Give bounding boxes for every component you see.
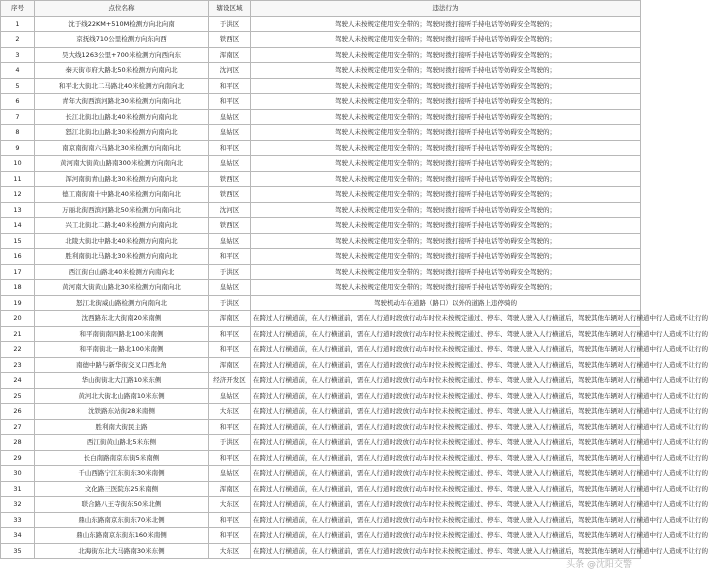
cell-district: 皇姑区 <box>209 466 251 482</box>
cell-violation: 在跨过人行横道前，在人行横道前，需在人行道时段放行动车时位未按规定通过、停车、驾驶人驶入人行横道后，驾驶其他车辆对人行横道中行人造成不让行的 <box>251 388 641 404</box>
table-row <box>1 47 641 63</box>
cell-location: 昊大线1263公里+700米检测方向西向东 <box>35 47 209 63</box>
cell-number: 32 <box>1 497 35 513</box>
cell-violation: 驾驶人未按规定使用安全带的；驾驶时拨打接听手持电话等妨碍安全驾驶的； <box>251 78 641 94</box>
cell-district: 于洪区 <box>209 435 251 451</box>
cell-number: 27 <box>1 419 35 435</box>
cell-number: 18 <box>1 280 35 296</box>
cell-violation: 在跨过人行横道前，在人行横道前，需在人行道时段放行动车时位未按规定通过、停车、驾驶人驶入人行横道后，驾驶其他车辆对人行横道中行人造成不让行的 <box>251 404 641 420</box>
cell-district: 大东区 <box>209 497 251 513</box>
cell-district: 沈河区 <box>209 202 251 218</box>
cell-district: 铁西区 <box>209 171 251 187</box>
cell-district: 和平区 <box>209 419 251 435</box>
cell-district: 经济开发区 <box>209 373 251 389</box>
header-violation: 违法行为 <box>251 1 641 17</box>
cell-number: 4 <box>1 63 35 79</box>
cell-district: 铁西区 <box>209 32 251 48</box>
table-header-row <box>1 1 641 17</box>
cell-violation: 驾驶人未按规定使用安全带的；驾驶时拨打接听手持电话等妨碍安全驾驶的； <box>251 264 641 280</box>
cell-district: 皇姑区 <box>209 280 251 296</box>
cell-district: 皇姑区 <box>209 388 251 404</box>
table-row <box>1 450 641 466</box>
cell-location: 鼎山东路南京东街东160米南侧 <box>35 528 209 544</box>
table-row <box>1 156 641 172</box>
cell-district: 铁西区 <box>209 218 251 234</box>
table-row <box>1 218 641 234</box>
cell-violation: 在跨过人行横道前，在人行横道前，需在人行道时段放行动车时位未按规定通过、停车、驾驶人驶入人行横道后，驾驶其他车辆对人行横道中行人造成不让行的 <box>251 342 641 358</box>
cell-violation: 驾驶人未按规定使用安全带的；驾驶时拨打接听手持电话等妨碍安全驾驶的； <box>251 125 641 141</box>
cell-location: 长白南路南京东街5米南侧 <box>35 450 209 466</box>
cell-number: 6 <box>1 94 35 110</box>
cell-location: 京抚线710公里检测方向东向西 <box>35 32 209 48</box>
table-row <box>1 125 641 141</box>
cell-number: 25 <box>1 388 35 404</box>
cell-district: 浑南区 <box>209 357 251 373</box>
cell-violation: 驾驶人未按规定使用安全带的；驾驶时拨打接听手持电话等妨碍安全驾驶的； <box>251 249 641 265</box>
cell-violation: 在跨过人行横道前，在人行横道前，需在人行道时段放行动车时位未按规定通过、停车、驾驶人驶入人行横道后，驾驶其他车辆对人行横道中行人造成不让行的 <box>251 528 641 544</box>
cell-number: 30 <box>1 466 35 482</box>
cell-number: 16 <box>1 249 35 265</box>
cell-violation: 在跨过人行横道前，在人行横道前，需在人行道时段放行动车时位未按规定通过、停车、驾驶人驶入人行横道后，驾驶其他车辆对人行横道中行人造成不让行的 <box>251 466 641 482</box>
table-row <box>1 249 641 265</box>
cell-location: 胜利南街北马路北30米检测方向南向北 <box>35 249 209 265</box>
cell-district: 于洪区 <box>209 295 251 311</box>
cell-violation: 在跨过人行横道前，在人行横道前，需在人行道时段放行动车时位未按规定通过、停车、驾驶人驶入人行横道后，驾驶其他车辆对人行横道中行人造成不让行的 <box>251 481 641 497</box>
table-row <box>1 512 641 528</box>
cell-number: 5 <box>1 78 35 94</box>
cell-violation: 驾驶人未按规定使用安全带的；驾驶时拨打接听手持电话等妨碍安全驾驶的； <box>251 218 641 234</box>
cell-location: 黄河南大街黄山路北30米检测方向南向北 <box>35 280 209 296</box>
header-location: 点位名称 <box>35 1 209 17</box>
cell-location: 华山街街北大江路10米东侧 <box>35 373 209 389</box>
cell-number: 21 <box>1 326 35 342</box>
cell-violation: 驾驶人未按规定使用安全带的；驾驶时拨打接听手持电话等妨碍安全驾驶的； <box>251 32 641 48</box>
cell-number: 12 <box>1 187 35 203</box>
cell-location: 青年大街西滨河路北30米检测方向南向北 <box>35 94 209 110</box>
cell-number: 15 <box>1 233 35 249</box>
cell-district: 于洪区 <box>209 264 251 280</box>
table-row <box>1 94 641 110</box>
cell-location: 长江北街北山路北40米检测方向南向北 <box>35 109 209 125</box>
cell-number: 10 <box>1 156 35 172</box>
watermark: 头条 @沈阳交警 <box>566 560 632 570</box>
cell-violation: 驾驶人未按规定使用安全带的；驾驶时拨打接听手持电话等妨碍安全驾驶的； <box>251 94 641 110</box>
cell-district: 和平区 <box>209 249 251 265</box>
cell-violation: 在跨过人行横道前，在人行横道前，需在人行道时段放行动车时位未按规定通过、停车、驾驶人驶入人行横道后，驾驶其他车辆对人行横道中行人造成不让行的 <box>251 357 641 373</box>
cell-location: 南京南街南六马路北30米检测方向南向北 <box>35 140 209 156</box>
cell-location: 秦天街市府大路北50米检测方向南向北 <box>35 63 209 79</box>
cell-location: 黄河南大街黄山路南300米检测方向南向北 <box>35 156 209 172</box>
cell-location: 和平南街南四路北100米南侧 <box>35 326 209 342</box>
cell-location: 万丽北街西滨河路北50米检测方向南向北 <box>35 202 209 218</box>
cell-location: 北陵大街北中路北40米检测方向南向北 <box>35 233 209 249</box>
cell-violation: 在跨过人行横道前，在人行横道前，需在人行道时段放行动车时位未按规定通过、停车、驾驶人驶入人行横道后，驾驶其他车辆对人行横道中行人造成不让行的 <box>251 497 641 513</box>
table-row <box>1 357 641 373</box>
cell-violation: 驾驶人未按规定使用安全带的；驾驶时拨打接听手持电话等妨碍安全驾驶的； <box>251 187 641 203</box>
cell-district: 和平区 <box>209 78 251 94</box>
cell-district: 和平区 <box>209 326 251 342</box>
cell-violation: 在跨过人行横道前，在人行横道前，需在人行道时段放行动车时位未按规定通过、停车、驾驶人驶入人行横道后，驾驶其他车辆对人行横道中行人造成不让行的 <box>251 373 641 389</box>
cell-number: 34 <box>1 528 35 544</box>
table-row <box>1 280 641 296</box>
cell-location: 浑河南街青山路北30米检测方向南向北 <box>35 171 209 187</box>
cell-district: 浑南区 <box>209 47 251 63</box>
header-number: 序号 <box>1 1 35 17</box>
header-district: 辖设区域 <box>209 1 251 17</box>
cell-district: 和平区 <box>209 512 251 528</box>
table-row <box>1 264 641 280</box>
table-row <box>1 528 641 544</box>
cell-number: 31 <box>1 481 35 497</box>
cell-number: 3 <box>1 47 35 63</box>
cell-number: 11 <box>1 171 35 187</box>
table-row <box>1 202 641 218</box>
cell-violation: 在跨过人行横道前，在人行横道前，需在人行道时段放行动车时位未按规定通过、停车、驾驶人驶入人行横道后，驾驶其他车辆对人行横道中行人造成不让行的 <box>251 435 641 451</box>
table-row <box>1 326 641 342</box>
cell-number: 23 <box>1 357 35 373</box>
cell-violation: 驾驶人未按规定使用安全带的；驾驶时拨打接听手持电话等妨碍安全驾驶的； <box>251 202 641 218</box>
cell-district: 和平区 <box>209 140 251 156</box>
cell-location: 沈铁路东站街28米南侧 <box>35 404 209 420</box>
cell-location: 南德中路与新华街交叉口西北角 <box>35 357 209 373</box>
table-row <box>1 140 641 156</box>
cell-violation: 驾驶机动车在道路（路口）以外的道路上违停骑的 <box>251 295 641 311</box>
cell-location: 沈西路东北大街南20米南侧 <box>35 311 209 327</box>
cell-number: 9 <box>1 140 35 156</box>
cell-violation: 驾驶人未按规定使用安全带的；驾驶时拨打接听手持电话等妨碍安全驾驶的； <box>251 140 641 156</box>
table-row <box>1 543 641 559</box>
cell-location: 文化路三医院东25米南侧 <box>35 481 209 497</box>
cell-district: 和平区 <box>209 342 251 358</box>
cell-violation: 驾驶人未按规定使用安全带的；驾驶时拨打接听手持电话等妨碍安全驾驶的； <box>251 233 641 249</box>
cell-number: 19 <box>1 295 35 311</box>
table-row <box>1 419 641 435</box>
cell-district: 浑南区 <box>209 481 251 497</box>
cell-number: 2 <box>1 32 35 48</box>
cell-district: 和平区 <box>209 528 251 544</box>
cell-location: 兴工北街北二路北40米检测方向南向北 <box>35 218 209 234</box>
table-row <box>1 311 641 327</box>
table-row <box>1 16 641 32</box>
cell-number: 22 <box>1 342 35 358</box>
cell-location: 沈于线22KM+510M检测方向北向南 <box>35 16 209 32</box>
cell-number: 26 <box>1 404 35 420</box>
cell-district: 皇姑区 <box>209 125 251 141</box>
table-row <box>1 481 641 497</box>
cell-location: 西江街黄山路北5米东侧 <box>35 435 209 451</box>
cell-district: 于洪区 <box>209 16 251 32</box>
cell-violation: 驾驶人未按规定使用安全带的；驾驶时拨打接听手持电话等妨碍安全驾驶的； <box>251 280 641 296</box>
cell-violation: 驾驶人未按规定使用安全带的；驾驶时拨打接听手持电话等妨碍安全驾驶的； <box>251 171 641 187</box>
cell-location: 和平北大街北二马路北40米检测方向南向北 <box>35 78 209 94</box>
table-row <box>1 373 641 389</box>
table-row <box>1 342 641 358</box>
cell-location: 千山西路宁江东街东30米南侧 <box>35 466 209 482</box>
cell-number: 7 <box>1 109 35 125</box>
table-row <box>1 435 641 451</box>
cell-violation: 在跨过人行横道前，在人行横道前，需在人行道时段放行动车时位未按规定通过、停车、驾驶人驶入人行横道后，驾驶其他车辆对人行横道中行人造成不让行的 <box>251 326 641 342</box>
cell-violation: 驾驶人未按规定使用安全带的；驾驶时拨打接听手持电话等妨碍安全驾驶的； <box>251 109 641 125</box>
cell-district: 铁西区 <box>209 187 251 203</box>
table-row <box>1 466 641 482</box>
table-row <box>1 32 641 48</box>
cell-location: 胜利南大街民主路 <box>35 419 209 435</box>
table-body <box>1 16 708 559</box>
cell-number: 1 <box>1 16 35 32</box>
table-row <box>1 233 641 249</box>
cell-violation: 在跨过人行横道前，在人行横道前，需在人行道时段放行动车时位未按规定通过、停车、驾驶人驶入人行横道后，驾驶其他车辆对人行横道中行人造成不让行的 <box>251 543 641 559</box>
cell-district: 皇姑区 <box>209 109 251 125</box>
cell-violation: 在跨过人行横道前，在人行横道前，需在人行道时段放行动车时位未按规定通过、停车、驾驶人驶入人行横道后，驾驶其他车辆对人行横道中行人造成不让行的 <box>251 311 641 327</box>
cell-district: 大东区 <box>209 543 251 559</box>
table-row <box>1 404 641 420</box>
cell-violation: 驾驶人未按规定使用安全带的；驾驶时拨打接听手持电话等妨碍安全驾驶的； <box>251 47 641 63</box>
cell-number: 33 <box>1 512 35 528</box>
cell-number: 28 <box>1 435 35 451</box>
cell-location: 联合路八王寺街东50米北侧 <box>35 497 209 513</box>
cell-location: 北海街东北大马路南30米东侧 <box>35 543 209 559</box>
cell-violation: 驾驶人未按规定使用安全带的；驾驶时拨打接听手持电话等妨碍安全驾驶的； <box>251 63 641 79</box>
table-row <box>1 109 641 125</box>
table-row <box>1 295 641 311</box>
cell-district: 浑南区 <box>209 311 251 327</box>
cell-district: 和平区 <box>209 94 251 110</box>
table-row <box>1 63 641 79</box>
cell-location: 鼎山东路南京东街东70米北侧 <box>35 512 209 528</box>
cell-location: 和平南街北一路北100米南侧 <box>35 342 209 358</box>
cell-location: 西江街白山路北40米检测方向南向北 <box>35 264 209 280</box>
cell-location: 怒江北街北山路北30米检测方向南向北 <box>35 125 209 141</box>
cell-location: 黄河北大街北山路南10米东侧 <box>35 388 209 404</box>
cell-violation: 在跨过人行横道前，在人行横道前，需在人行道时段放行动车时位未按规定通过、停车、驾驶人驶入人行横道后，驾驶其他车辆对人行横道中行人造成不让行的 <box>251 419 641 435</box>
cell-number: 29 <box>1 450 35 466</box>
cell-number: 14 <box>1 218 35 234</box>
cell-violation: 驾驶人未按规定使用安全带的；驾驶时拨打接听手持电话等妨碍安全驾驶的； <box>251 156 641 172</box>
cell-number: 17 <box>1 264 35 280</box>
table-row <box>1 187 641 203</box>
cell-district: 和平区 <box>209 450 251 466</box>
cell-district: 皇姑区 <box>209 156 251 172</box>
cell-district: 皇姑区 <box>209 233 251 249</box>
cell-district: 沈河区 <box>209 63 251 79</box>
table-row <box>1 78 641 94</box>
cell-location: 德工南街南十中路北40米检测方向南向北 <box>35 187 209 203</box>
cell-district: 大东区 <box>209 404 251 420</box>
table-row <box>1 388 641 404</box>
table-row <box>1 171 641 187</box>
cell-number: 24 <box>1 373 35 389</box>
cell-number: 8 <box>1 125 35 141</box>
cell-violation: 在跨过人行横道前，在人行横道前，需在人行道时段放行动车时位未按规定通过、停车、驾驶人驶入人行横道后，驾驶其他车辆对人行横道中行人造成不让行的 <box>251 512 641 528</box>
cell-number: 35 <box>1 543 35 559</box>
cell-number: 20 <box>1 311 35 327</box>
cell-number: 13 <box>1 202 35 218</box>
cell-violation: 驾驶人未按规定使用安全带的；驾驶时拨打接听手持电话等妨碍安全驾驶的； <box>251 16 641 32</box>
cell-location: 怒江北街威山路检测方向南向北 <box>35 295 209 311</box>
cell-violation: 在跨过人行横道前，在人行横道前，需在人行道时段放行动车时位未按规定通过、停车、驾驶人驶入人行横道后，驾驶其他车辆对人行横道中行人造成不让行的 <box>251 450 641 466</box>
table-row <box>1 497 641 513</box>
